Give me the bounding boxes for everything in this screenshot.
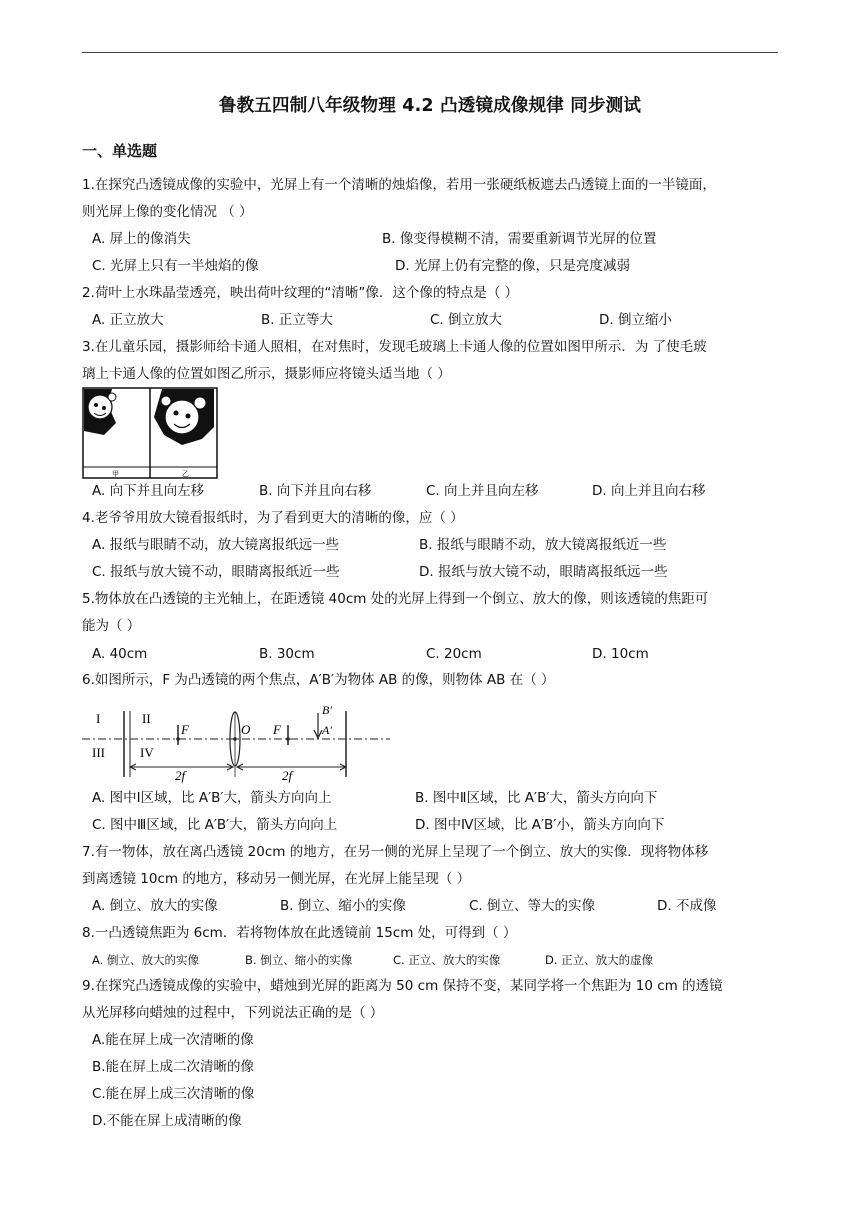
fig-label-b: 乙 <box>182 471 189 478</box>
q3-option-d: D. 向上并且向右移 <box>592 483 706 499</box>
q1-option-b: B. 像变得模糊不清，需要重新调节光屏的位置 <box>382 231 657 247</box>
cartoon-frames-figure <box>82 387 218 479</box>
region-1-label: I <box>96 711 101 726</box>
question-1-text: 1.在探究凸透镜成像的实验中，光屏上有一个清晰的烛焰像，若用一张硬纸板遮去凸透镜上面的一半镜面， <box>82 177 716 193</box>
q8-option-b: B. 倒立、缩小的实像 <box>245 953 353 967</box>
question-1-text-cont: 则光屏上像的变化情况 （ ） <box>82 204 253 220</box>
q5-option-d: D. 10cm <box>592 646 649 662</box>
image-bottom-label: A′ <box>322 723 332 737</box>
question-5-text: 5.物体放在凸透镜的主光轴上，在距透镜 40cm 处的光屏上得到一个倒立、放大的像，则该透镜的焦距可 <box>82 591 709 607</box>
q6-option-b: B. 图中Ⅱ区域，比 A′B′大，箭头方向向下 <box>415 790 658 806</box>
question-6-text: 6.如图所示，F 为凸透镜的两个焦点，A′B′为物体 AB 的像，则物体 AB 在（ ） <box>82 672 555 688</box>
q2-option-b: B. 正立等大 <box>261 312 333 328</box>
image-top-label: B′ <box>322 703 332 717</box>
q6-option-a: A. 图中Ⅰ区域，比 A′B′大，箭头方向向上 <box>92 790 332 806</box>
question-3-text-cont: 璃上卡通人像的位置如图乙所示，摄影师应将镜头适当地（ ） <box>82 366 451 382</box>
q6-option-d: D. 图中Ⅳ区域，比 A′B′小，箭头方向向下 <box>415 817 665 833</box>
q8-option-c: C. 正立、放大的实像 <box>393 953 501 967</box>
focus-right-label: F <box>273 722 281 737</box>
region-4-label: IV <box>140 745 154 760</box>
question-9-text: 9.在探究凸透镜成像的实验中，蜡烛到光屏的距离为 50 cm 保持不变，某同学将一个焦距为 10 cm 的透镜 <box>82 978 723 994</box>
lens-center-label: O <box>241 722 251 737</box>
question-7-text-cont: 到离透镜 10cm 的地方，移动另一侧光屏，在光屏上能呈现（ ） <box>82 871 471 887</box>
header-rule <box>82 52 778 53</box>
question-9-text-cont: 从光屏移向蜡烛的过程中，下列说法正确的是（ ） <box>82 1005 384 1021</box>
q2-option-d: D. 倒立缩小 <box>599 312 672 328</box>
q7-option-a: A. 倒立、放大的实像 <box>92 898 218 914</box>
q5-option-b: B. 30cm <box>259 646 315 662</box>
question-3-text: 3.在儿童乐园，摄影师给卡通人照相，在对焦时，发现毛玻璃上卡通人像的位置如图甲所示．为 了使毛玻 <box>82 339 707 355</box>
region-3-label: III <box>92 745 105 760</box>
question-4-text: 4.老爷爷用放大镜看报纸时，为了看到更大的清晰的像，应（ ） <box>82 510 464 526</box>
q2-option-c: C. 倒立放大 <box>430 312 503 328</box>
q9-option-c: C.能在屏上成三次清晰的像 <box>92 1086 255 1102</box>
q8-option-a: A. 倒立、放大的实像 <box>92 953 199 967</box>
q1-option-d: D. 光屏上仍有完整的像，只是亮度减弱 <box>395 258 630 274</box>
q5-option-c: C. 20cm <box>426 646 482 662</box>
q3-option-a: A. 向下并且向左移 <box>92 483 205 499</box>
q4-option-a: A. 报纸与眼睛不动，放大镜离报纸远一些 <box>92 537 340 553</box>
q3-option-c: C. 向上并且向左移 <box>426 483 539 499</box>
q2-option-a: A. 正立放大 <box>92 312 164 328</box>
focus-left-label: F <box>181 722 189 737</box>
q4-option-b: B. 报纸与眼睛不动，放大镜离报纸近一些 <box>419 537 667 553</box>
q6-option-c: C. 图中Ⅲ区域，比 A′B′大，箭头方向向上 <box>92 817 338 833</box>
q1-option-a: A. 屏上的像消失 <box>92 231 191 247</box>
q8-option-d: D. 正立、放大的虚像 <box>545 953 654 967</box>
q7-option-c: C. 倒立、等大的实像 <box>469 898 596 914</box>
q9-option-b: B.能在屏上成二次清晰的像 <box>92 1059 255 1075</box>
question-8-text: 8.一凸透镜焦距为 6cm．若将物体放在此透镜前 15cm 处，可得到（ ） <box>82 925 517 941</box>
q9-option-d: D.不能在屏上成清晰的像 <box>92 1113 242 1129</box>
region-2-label: II <box>142 711 151 726</box>
q9-option-a: A.能在屏上成一次清晰的像 <box>92 1032 254 1048</box>
question-5-text-cont: 能为（ ） <box>82 618 141 634</box>
q7-option-d: D. 不成像 <box>657 898 717 914</box>
q5-option-a: A. 40cm <box>92 646 148 662</box>
fig-label-a: 甲 <box>112 471 119 478</box>
q4-option-d: D. 报纸与放大镜不动，眼睛离报纸远一些 <box>419 564 668 580</box>
page-title: 鲁教五四制八年级物理 4.2 凸透镜成像规律 同步测试 <box>218 96 642 116</box>
section-heading: 一、单选题 <box>82 142 158 160</box>
q3-option-b: B. 向下并且向右移 <box>259 483 372 499</box>
q7-option-b: B. 倒立、缩小的实像 <box>280 898 406 914</box>
dist-left-label: 2f <box>175 768 186 783</box>
dist-right-label: 2f <box>282 768 293 783</box>
q1-option-c: C. 光屏上只有一半烛焰的像 <box>92 258 259 274</box>
q4-option-c: C. 报纸与放大镜不动，眼睛离报纸近一些 <box>92 564 340 580</box>
question-2-text: 2.荷叶上水珠晶莹透亮，映出荷叶纹理的“清晰”像．这个像的特点是（ ） <box>82 285 519 301</box>
lens-diagram <box>82 701 392 783</box>
question-7-text: 7.有一物体，放在离凸透镜 20cm 的地方，在另一侧的光屏上呈现了一个倒立、放大的实像．现将物体移 <box>82 844 709 860</box>
